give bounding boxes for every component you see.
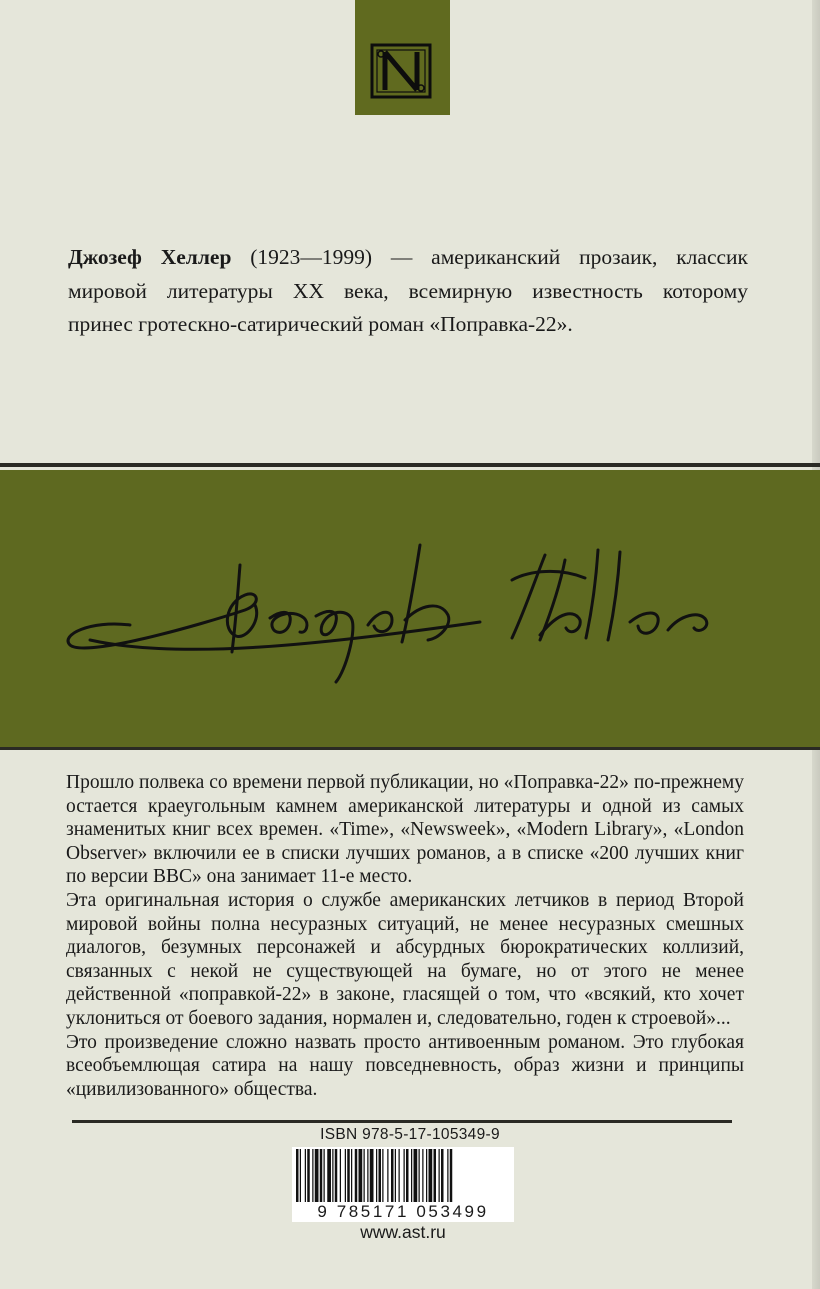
band-rule-top — [0, 463, 820, 467]
bio-line-2: мировой литературы XX века, всемирную известность которому — [68, 278, 748, 303]
author-bio — [68, 241, 748, 342]
barcode-bar — [335, 1149, 338, 1203]
barcode-bar — [320, 1149, 323, 1203]
barcode-bar — [305, 1149, 306, 1203]
barcode-bar — [441, 1149, 444, 1203]
footer-rule — [72, 1120, 732, 1123]
barcode-bar — [300, 1149, 301, 1203]
barcode-bar — [404, 1149, 405, 1203]
barcode-bar — [370, 1149, 374, 1203]
barcode-bar — [429, 1149, 433, 1203]
barcode-bar — [399, 1149, 400, 1203]
book-description — [66, 771, 744, 1101]
barcode-bars — [292, 1147, 514, 1205]
barcode-bar — [340, 1149, 341, 1203]
barcode-bar — [387, 1149, 388, 1203]
description-paragraph: Прошло полвека со времени первой публикации, но «Поправка-22» по-прежнему остается краеугольным камнем американской литературы и одной из самых знаменитых книг всех времен. «Time», «Newsweek», «Modern Library», «London Observer» включили ее в списки лучших романов, а в списке «200 лучших книг по версии BBC» она занимает 11-е место. — [66, 772, 744, 888]
barcode-bar — [411, 1149, 412, 1203]
barcode-bar — [391, 1149, 394, 1203]
barcode-bar — [327, 1149, 331, 1203]
barcode-bar — [434, 1149, 437, 1203]
barcode-digits: 9 785171 053499 — [292, 1202, 514, 1222]
barcode-bar — [447, 1149, 448, 1203]
barcode-bar — [422, 1149, 423, 1203]
barcode-bar — [419, 1149, 420, 1203]
bio-line-1: Джозеф Хеллер (1923—1999) — американский прозаик, классик — [68, 245, 748, 269]
barcode-bar — [379, 1149, 382, 1203]
barcode-bar — [296, 1149, 299, 1203]
signature-band — [0, 470, 820, 747]
barcode-bar — [426, 1149, 427, 1203]
barcode-bar — [439, 1149, 440, 1203]
barcode-bar — [355, 1149, 358, 1203]
barcode-bar — [324, 1149, 325, 1203]
barcode-bar — [345, 1149, 346, 1203]
barcode-bar — [414, 1149, 418, 1203]
publisher-logo — [369, 42, 433, 100]
barcode-bar — [307, 1149, 310, 1203]
barcode-bar — [312, 1149, 313, 1203]
barcode-bar — [395, 1149, 396, 1203]
isbn-label: ISBN 978-5-17-105349-9 — [320, 1126, 500, 1143]
barcode-bar — [359, 1149, 363, 1203]
barcode-bar — [367, 1149, 368, 1203]
band-rule-bottom — [0, 747, 820, 750]
barcode-bar — [382, 1149, 383, 1203]
barcode — [292, 1147, 514, 1205]
description-paragraph: Эта оригинальная история о службе американских летчиков в период Второй мировой войны полна несуразных ситуаций, не менее несуразных смешных диалогов, безумных персонажей и абсурдных бюрократических коллизий, связанных с некой не существующей на бумаге, но от этого не менее действенной «поправкой-22» в законе, гласящей о том, что «всякий, кто хочет уклониться от боевого задания, нормален и, следовательно, годен к строевой»... — [66, 889, 744, 1029]
barcode-bar — [351, 1149, 352, 1203]
barcode-bar — [315, 1149, 319, 1203]
barcode-bar — [347, 1149, 350, 1203]
description-paragraph: Это произведение сложно назвать просто антивоенным романом. Это глубокая всеобъемлющая сатира на нашу повседневность, образ жизни и принципы «цивилизованного» общества. — [66, 1031, 744, 1100]
barcode-bar — [406, 1149, 409, 1203]
barcode-bar — [364, 1149, 365, 1203]
barcode-bar — [332, 1149, 333, 1203]
barcode-bar — [450, 1149, 453, 1203]
barcode-bar — [376, 1149, 377, 1203]
bio-line-3: принес гротескно-сатирический роман «Поправка-22». — [68, 312, 573, 336]
author-signature — [0, 470, 820, 747]
author-name: Джозеф Хеллер — [68, 245, 232, 269]
publisher-website: www.ast.ru — [360, 1222, 446, 1242]
